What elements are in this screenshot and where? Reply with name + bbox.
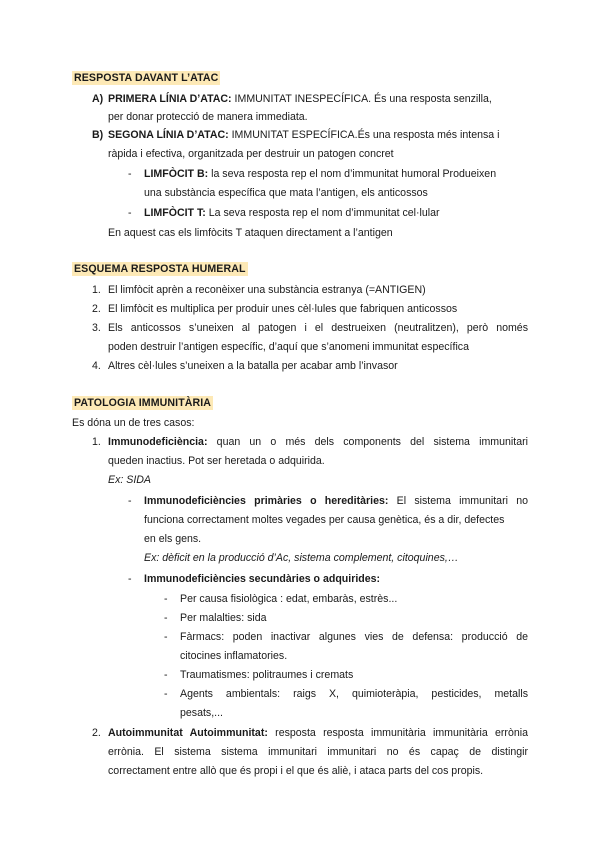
label-segona-linia: SEGONA LÍNIA D’ATAC: <box>108 129 229 141</box>
item-primera-linia <box>108 92 492 106</box>
text-limfocit-t-1: La seva resposta rep el nom d’immunitat cel·lular <box>208 207 440 219</box>
intro-tres-casos: Es dóna un de tres casos: <box>72 417 195 429</box>
dash-sub-5: - <box>164 688 168 700</box>
text-immunodeficiencia-2: queden inactius. Pot ser heretada o adquirida. <box>108 455 325 467</box>
label-immunodeficiencia: Immunodeficiència: <box>108 436 208 448</box>
marker-a: A) <box>92 93 104 105</box>
num-autoimmunitat: 2. <box>92 727 101 739</box>
list-item-4: Altres cèl·lules s’uneixen a la batalla per acabar amb l’invasor <box>108 360 398 372</box>
num-4: 4. <box>92 360 101 372</box>
num-1: 1. <box>92 284 101 296</box>
text-autoimmunitat-1: resposta resposta immunitària immunitària errònia <box>275 727 528 739</box>
text-segona-linia-2: ràpida i efectiva, organitzada per destruir un patogen concret <box>108 148 394 160</box>
text-limfocit-b-2: una substància específica que mata l’antigen, els anticossos <box>144 187 428 199</box>
label-autoimmunitat: Autoimmunitat Autoimmunitat: <box>108 727 268 739</box>
heading-resposta-atac: RESPOSTA DAVANT L’ATAC <box>74 72 219 84</box>
item-limfocit-b <box>144 167 496 181</box>
example-sida-text: Ex: SIDA <box>108 474 151 486</box>
sub-item-farmacs-2: citocines inflamatories. <box>180 650 288 662</box>
example-primaries-text: Ex: dèficit en la producció d’Ac, sistema complement, citoquines,… <box>144 552 459 564</box>
text-primera-linia-1: IMMUNITAT INESPECÍFICA. És una resposta senzilla, <box>234 93 492 105</box>
sub-item-farmacs-1: Fàrmacs: poden inactivar algunes vies de defensa: producció de <box>180 631 528 643</box>
list-item-3-line2: poden destruir l’antigen específic, d’aquí que s’anomeni immunitat específica <box>108 341 469 353</box>
marker-b: B) <box>92 129 104 141</box>
text-primera-linia-2: per donar protecció de manera immediata. <box>108 111 308 123</box>
item-limfocit-t <box>144 206 440 220</box>
sub-item-agents-1: Agents ambientals: raigs X, quimioteràpia, pesticides, metalls <box>180 688 528 700</box>
num-3: 3. <box>92 322 101 334</box>
label-primera-linia: PRIMERA LÍNIA D’ATAC: <box>108 93 232 105</box>
text-segona-linia-1: IMMUNITAT ESPECÍFICA.És una resposta més intensa i <box>231 129 500 141</box>
label-limfocit-t: LIMFÒCIT T: <box>144 207 206 219</box>
sub-item-fisiologica: Per causa fisiològica : edat, embaràs, estrès... <box>180 593 398 605</box>
label-limfocit-b: LIMFÒCIT B: <box>144 168 209 180</box>
list-item-1: El limfòcit aprèn a reconèixer una substància estranya (=ANTIGEN) <box>108 284 426 296</box>
dash-secundaries: - <box>128 573 132 585</box>
item-immunodeficiencia <box>108 435 528 449</box>
text-primaries-2: funciona correctament moltes vegades per causa genètica, és a dir, defectes <box>144 514 505 526</box>
heading-esquema-humeral: ESQUEMA RESPOSTA HUMERAL <box>74 263 246 275</box>
num-2: 2. <box>92 303 101 315</box>
dash-limfocit-b: - <box>128 168 132 180</box>
text-primaries-3: en els gens. <box>144 533 202 545</box>
item-primaries <box>144 494 528 508</box>
num-immunodeficiencia: 1. <box>92 436 101 448</box>
dash-sub-1: - <box>164 593 168 605</box>
dash-primaries: - <box>128 495 132 507</box>
heading-patologia: PATOLOGIA IMMUNITÀRIA <box>74 397 212 409</box>
sub-item-agents-2: pesats,... <box>180 707 223 719</box>
dash-sub-4: - <box>164 669 168 681</box>
note-limfocits-t: En aquest cas els limfòcits T ataquen directament a l’antigen <box>108 227 393 239</box>
text-primaries-1: El sistema immunitari no <box>396 495 528 507</box>
item-autoimmunitat <box>108 726 528 740</box>
text-autoimmunitat-3: correctament entre allò que és propi i el que és aliè, i ataca parts del cos propis. <box>108 765 484 777</box>
text-limfocit-b-1: la seva resposta rep el nom d’immunitat humoral Produeixen <box>211 168 497 180</box>
text-immunodeficiencia-1: quan un o més dels components del sistema immunitari <box>216 436 528 448</box>
label-secundaries: Immunodeficiències secundàries o adquirides: <box>144 573 381 585</box>
list-item-2: El limfòcit es multiplica per produir unes cèl·lules que fabriquen anticossos <box>108 303 458 315</box>
example-sida <box>108 473 151 487</box>
item-segona-linia <box>108 128 499 142</box>
text-autoimmunitat-2: errònia. El sistema sistema immunitari immunitari no és capaç de distingir <box>108 746 528 758</box>
label-primaries: Immunodeficiències primàries o hereditàries: <box>144 495 389 507</box>
example-primaries <box>144 551 458 565</box>
sub-item-traumatismes: Traumatismes: politraumes i cremats <box>180 669 354 681</box>
dash-sub-3: - <box>164 631 168 643</box>
dash-limfocit-t: - <box>128 207 132 219</box>
dash-sub-2: - <box>164 612 168 624</box>
sub-item-malalties: Per malalties: sida <box>180 612 267 624</box>
list-item-3-line1: Els anticossos s’uneixen al patogen i el destrueixen (neutralitzen), però només <box>108 322 528 334</box>
